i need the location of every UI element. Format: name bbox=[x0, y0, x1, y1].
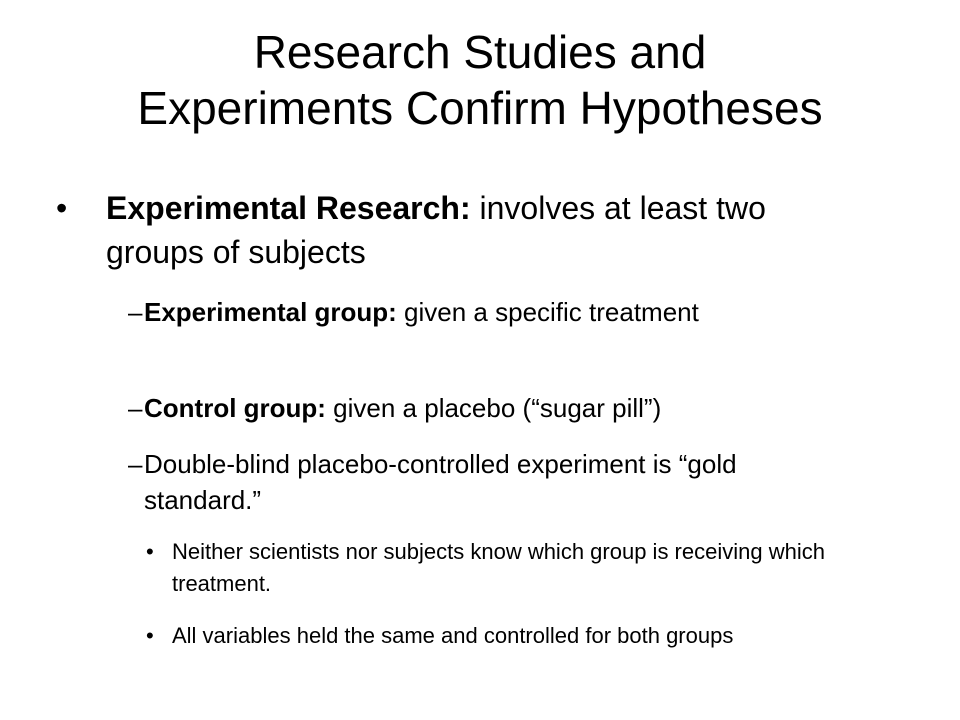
subbullet-text: Double-blind placebo-controlled experiment is “gold standard.” bbox=[144, 449, 737, 515]
slide-title bbox=[0, 24, 960, 136]
dash-marker: – bbox=[128, 393, 143, 423]
bullet-marker: • bbox=[146, 623, 154, 648]
subbullet-text bbox=[144, 390, 804, 426]
bullet-text bbox=[106, 186, 826, 274]
slide-title-line-1: Research Studies and bbox=[253, 26, 707, 78]
dash-marker: – bbox=[128, 297, 143, 327]
subsubbullet-text: All variables held the same and controlled for both groups bbox=[172, 623, 734, 648]
bullet-marker: • bbox=[146, 539, 154, 564]
bullet-bold-label: Experimental Research: bbox=[106, 190, 471, 226]
subsubbullet-text: Neither scientists nor subjects know which group is receiving which treatment. bbox=[172, 539, 825, 596]
bullet-body: involves at least two groups of subjects bbox=[106, 190, 766, 270]
subbullet-bold-label: Experimental group: bbox=[144, 297, 397, 327]
subbullet-body: given a specific treatment bbox=[396, 297, 699, 327]
subbullet-body: given a placebo (“sugar pill”) bbox=[325, 393, 662, 423]
bullet-marker: • bbox=[56, 190, 68, 226]
subbullet-bold-label: Control group: bbox=[144, 393, 326, 423]
dash-marker: – bbox=[128, 449, 143, 479]
slide-title-line-2: Experiments Confirm Hypotheses bbox=[137, 82, 823, 134]
subbullet-text bbox=[144, 294, 804, 330]
